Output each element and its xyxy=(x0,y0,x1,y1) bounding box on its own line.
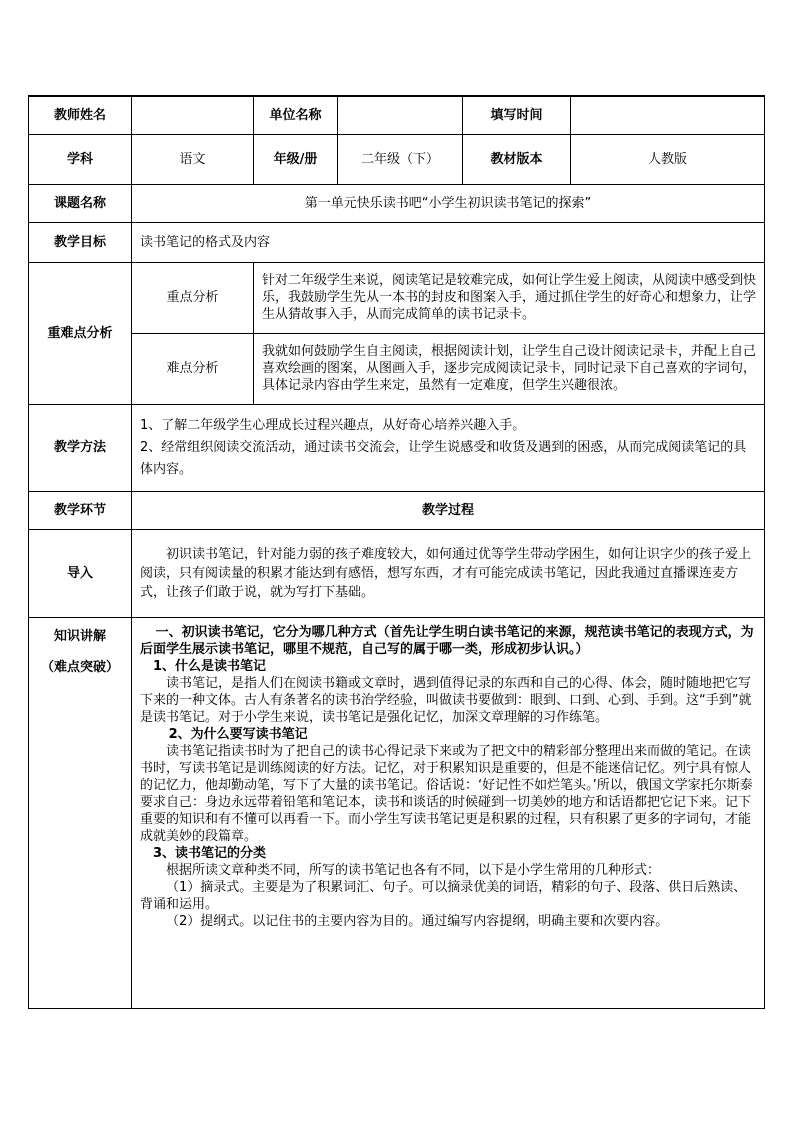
unit-name-value xyxy=(338,96,463,134)
method-line-2: 2、经常组织阅读交流活动，通过读书交流会，让学生说感受和收货及遇到的困惑，从而完成阅读笔记的具体内容。 xyxy=(140,439,747,477)
header-row-1 xyxy=(29,96,765,134)
knowledge-subheading-3: 3、读书笔记的分类 xyxy=(153,845,267,861)
knowledge-paragraph-2: 读书笔记指读书时为了把自己的读书心得记录下来或为了把文中的精彩部分整理出来而做的笔记。在读书时，写读书笔记是训练阅读的好方法。记忆，对于积累知识是重要的，但是不能迷信记忆。列宁具有惊人的记忆力，他却勤动笔，写下了大量的读书笔记。俗话说：‘好记性不如烂笔头。’所以，俄国文学家托尔斯泰要求自己：身边永远带着铅笔和笔记本，读书和谈话的时候碰到一切美妙的地方和话语都把它记下来。记下重要的知识和有不懂可以再看一下。而小学生写读书笔记更是积累的过程，只有积累了更多的字词句，才能成就美妙的段篇章。 xyxy=(140,743,753,844)
key-analysis-label: 重点分析 xyxy=(132,262,254,333)
grade-label: 年级/册 xyxy=(254,134,338,184)
subject-value: 语文 xyxy=(132,134,254,184)
knowledge-paragraph-1: 读书笔记，是指人们在阅读书籍或文章时，遇到值得记录的东西和自己的心得、体会，随时随地把它写下来的一种文体。古人有条著名的读书治学经验，叫做读书要做到：眼到、口到、心到、手到。这“手到”就是读书笔记。对于小学生来说，读书笔记是强化记忆，加深文章理解的习作练笔。 xyxy=(140,675,752,725)
difficult-analysis-row xyxy=(29,333,765,404)
intro-text: 初识读书笔记，针对能力弱的孩子难度较大，如何通过优等学生带动学困生，如何让识字少的孩子爱上阅读，只有阅读量的积累才能达到有感悟，想写东西，才有可能完成读书笔记，因此我通过直播课连麦方式，让孩子们敢于说，就为写打下基础。 xyxy=(132,529,765,617)
process-label: 教学过程 xyxy=(132,491,765,529)
knowledge-paragraph-3: 根据所读文章种类不同，所写的读书笔记也各有不同，以下是小学生常用的几种形式： xyxy=(166,862,661,878)
teacher-name-label: 教师姓名 xyxy=(29,96,132,134)
knowledge-subheading-1: 1、什么是读书笔记 xyxy=(153,658,267,674)
method-label: 教学方法 xyxy=(29,404,132,491)
intro-row xyxy=(29,529,765,617)
grade-value: 二年级（下） xyxy=(338,134,463,184)
topic-value: 第一单元快乐读书吧“小学生初识读书笔记的探索” xyxy=(132,184,765,222)
header-row-2 xyxy=(29,134,765,184)
intro-label: 导入 xyxy=(29,529,132,617)
topic-label: 课题名称 xyxy=(29,184,132,222)
method-row xyxy=(29,404,765,491)
method-line-1: 1、了解二年级学生心理成长过程兴趣点，从好奇心培养兴趣入手。 xyxy=(140,417,526,433)
fill-time-value xyxy=(571,96,765,134)
method-content xyxy=(132,404,765,491)
teacher-name-value xyxy=(132,96,254,134)
key-analysis-row xyxy=(29,262,765,333)
knowledge-row xyxy=(29,617,765,1008)
process-stage-label: 教学环节 xyxy=(29,491,132,529)
edition-label: 教材版本 xyxy=(463,134,571,184)
subject-label: 学科 xyxy=(29,134,132,184)
topic-row xyxy=(29,184,765,222)
unit-name-label: 单位名称 xyxy=(254,96,338,134)
goal-value: 读书笔记的格式及内容 xyxy=(132,222,765,262)
difficult-analysis-text: 我就如何鼓励学生自主阅读，根据阅读计划，让学生自己设计阅读记录卡，并配上自己喜欢绘画的图案，从图画入手，逐步完成阅读记录卡，同时记录下自己喜欢的字词句，具体记录内容由学生来定，虽然有一定难度，但学生兴趣很浓。 xyxy=(254,333,765,404)
process-header-row xyxy=(29,491,765,529)
knowledge-sublabel: （难点突破） xyxy=(40,659,119,675)
key-analysis-text: 针对二年级学生来说，阅读笔记是较难完成，如何让学生爱上阅读，从阅读中感受到快乐，我鼓励学生先从一本书的封皮和图案入手，通过抓住学生的好奇心和想象力，让学生从猜故事入手，从而完成简单的读书记录卡。 xyxy=(254,262,765,333)
knowledge-label: 知识讲解 xyxy=(53,628,106,644)
knowledge-paragraph-5: （2）提纲式。以记住书的主要内容为目的。通过编写内容提纲，明确主要和次要内容。 xyxy=(166,913,669,929)
goal-label: 教学目标 xyxy=(29,222,132,262)
edition-value: 人教版 xyxy=(571,134,765,184)
knowledge-label-cell xyxy=(29,617,132,1008)
analysis-label: 重难点分析 xyxy=(29,262,132,404)
difficult-analysis-label: 难点分析 xyxy=(132,333,254,404)
knowledge-heading: 一、初识读书笔记，它分为哪几种方式（首先让学生明白读书笔记的来源，规范读书笔记的表现方式，为后面学生展示读书笔记，哪里不规范，自己写的属于哪一类，形成初步认识。） xyxy=(140,624,754,657)
fill-time-label: 填写时间 xyxy=(463,96,571,134)
knowledge-paragraph-4: （1）摘录式。主要是为了积累词汇、句子。可以摘录优美的词语，精彩的句子、段落、供日后熟读、背诵和运用。 xyxy=(140,879,747,912)
goal-row xyxy=(29,222,765,262)
knowledge-content xyxy=(132,617,765,1008)
knowledge-subheading-2: 2、为什么要写读书笔记 xyxy=(168,726,308,742)
lesson-plan-table xyxy=(28,95,765,1009)
